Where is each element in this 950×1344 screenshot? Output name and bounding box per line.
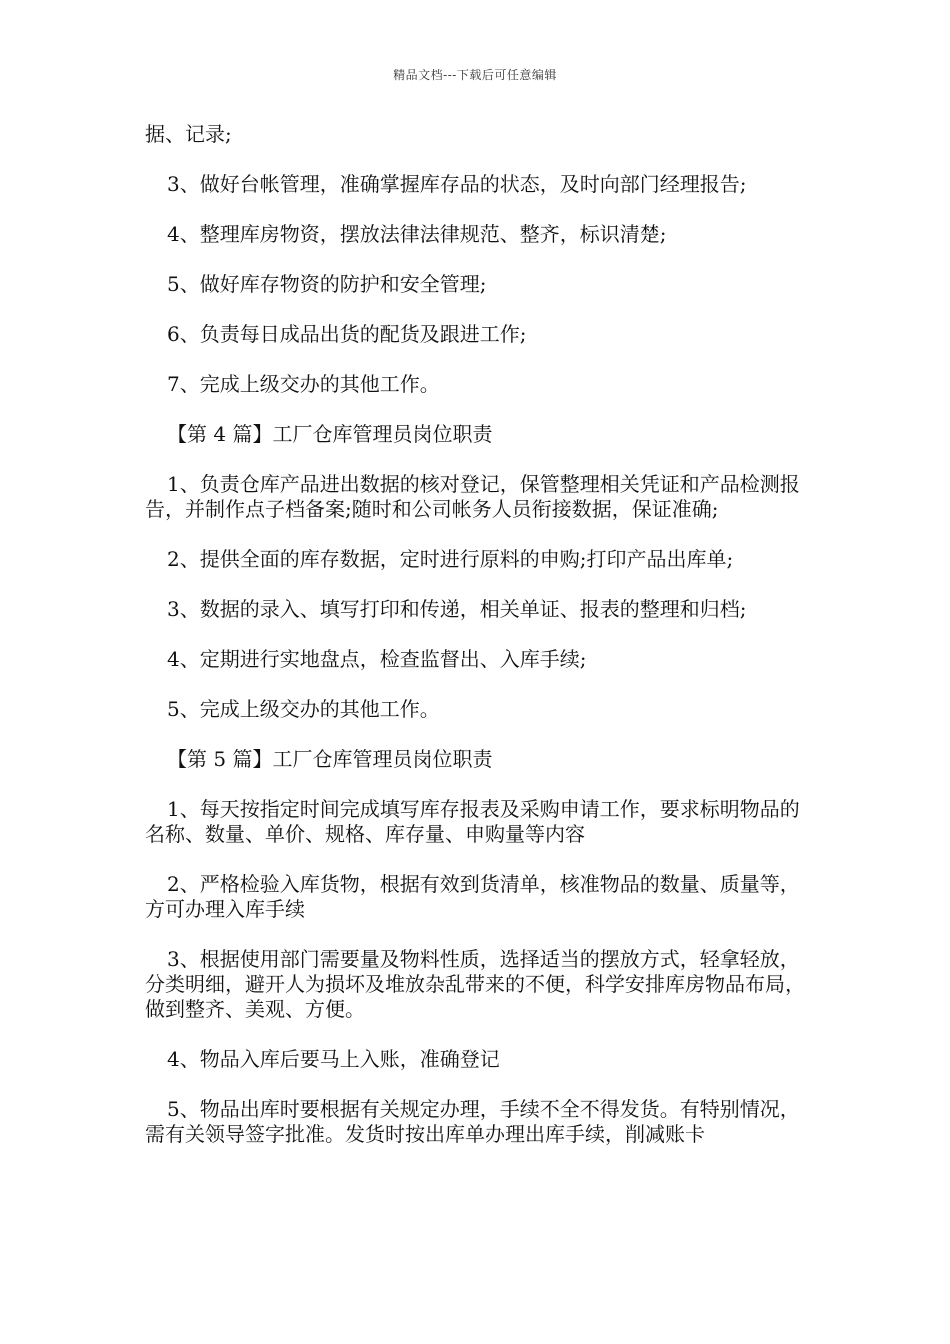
paragraph: 1、负责仓库产品进出数据的核对登记，保管整理相关凭证和产品检测报告，并制作点子档备案;随时和公司帐务人员衔接数据，保证准确;	[145, 472, 800, 521]
paragraph: 6、负责每日成品出货的配货及跟进工作;	[167, 322, 527, 346]
paragraph: 4、定期进行实地盘点，检查监督出、入库手续;	[167, 647, 587, 671]
paragraph: 2、严格检验入库货物，根据有效到货清单，核准物品的数量、质量等，方可办理入库手续	[145, 872, 800, 921]
paragraph: 3、根据使用部门需要量及物料性质，选择适当的摆放方式，轻拿轻放，分类明细，避开人为损坏及堆放杂乱带来的不便，科学安排库房物品布局，做到整齐、美观、方便。	[145, 947, 805, 1021]
page-header: 精品文档---下载后可任意编辑	[393, 68, 557, 82]
section-heading: 【第 5 篇】工厂仓库管理员岗位职责	[167, 747, 493, 771]
paragraph: 2、提供全面的库存数据，定时进行原料的申购;打印产品出库单;	[167, 547, 734, 571]
paragraph: 7、完成上级交办的其他工作。	[167, 372, 440, 396]
paragraph: 5、做好库存物资的防护和安全管理;	[167, 272, 487, 296]
document-body	[145, 122, 817, 1147]
paragraph: 3、数据的录入、填写打印和传递，相关单证、报表的整理和归档;	[167, 597, 747, 621]
paragraph: 5、完成上级交办的其他工作。	[167, 697, 440, 721]
paragraph: 1、每天按指定时间完成填写库存报表及采购申请工作，要求标明物品的名称、数量、单价、规格、库存量、申购量等内容	[145, 797, 800, 846]
paragraph: 4、整理库房物资，摆放法律法律规范、整齐，标识清楚;	[167, 222, 667, 246]
paragraph: 5、物品出库时要根据有关规定办理，手续不全不得发货。有特别情况，需有关领导签字批准。发货时按出库单办理出库手续，削减账卡	[145, 1097, 800, 1146]
paragraph: 4、物品入库后要马上入账，准确登记	[167, 1047, 500, 1071]
section-heading: 【第 4 篇】工厂仓库管理员岗位职责	[167, 422, 493, 446]
paragraph: 据、记录;	[145, 122, 232, 146]
paragraph: 3、做好台帐管理，准确掌握库存品的状态，及时向部门经理报告;	[167, 172, 747, 196]
